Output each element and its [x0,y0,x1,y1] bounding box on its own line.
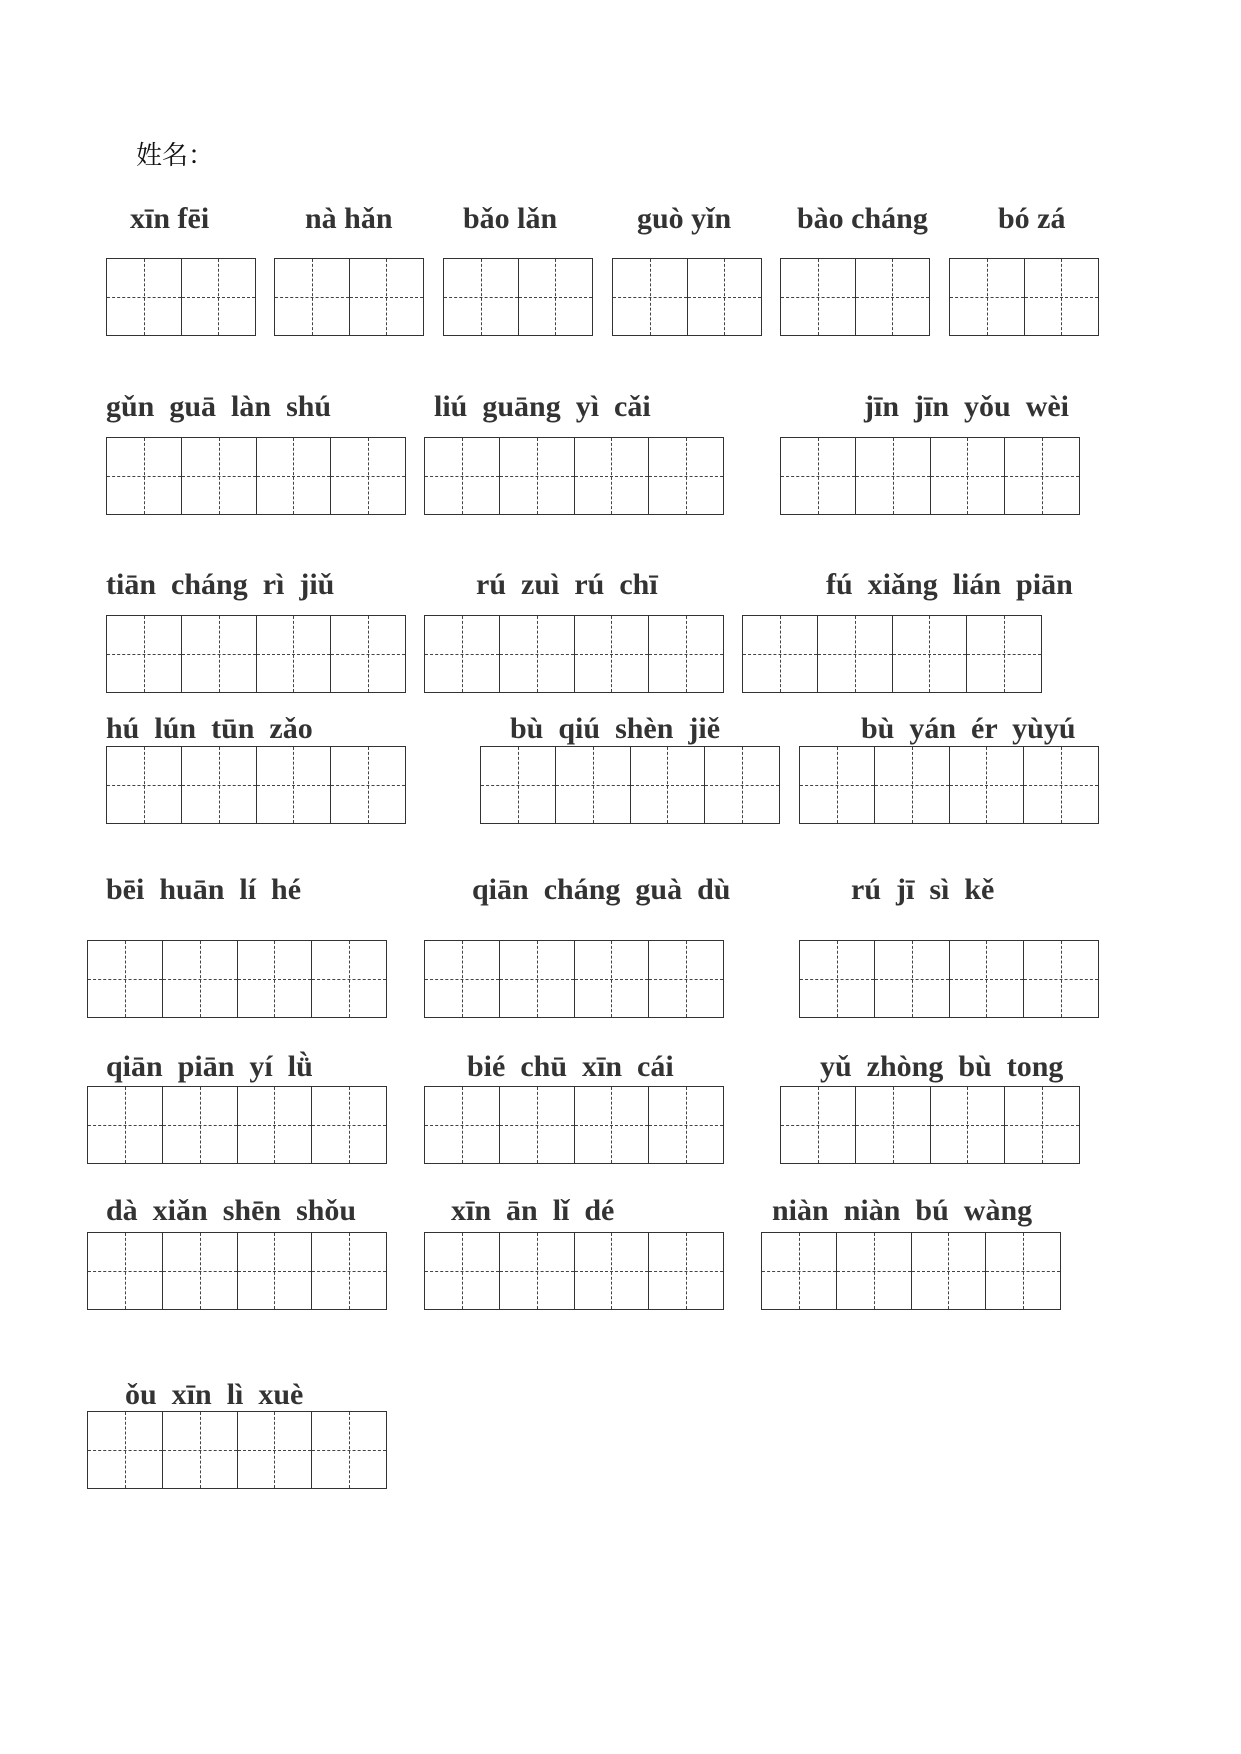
pinyin-label: bǎo lǎn [463,202,558,235]
writing-cell[interactable] [649,1087,723,1163]
writing-cell[interactable] [931,1087,1006,1163]
writing-cell[interactable] [182,438,257,514]
character-grid [761,1232,1061,1310]
writing-cell[interactable] [163,1412,238,1488]
writing-cell[interactable] [575,616,650,692]
writing-cell[interactable] [781,1087,856,1163]
writing-cell[interactable] [88,1087,163,1163]
character-grid [949,258,1099,336]
pinyin-label: bó zá [998,202,1066,235]
writing-cell[interactable] [425,438,500,514]
pinyin-label: qiān piān yí lǜ [106,1050,313,1083]
writing-cell[interactable] [107,747,182,823]
writing-cell[interactable] [1005,1087,1079,1163]
writing-cell[interactable] [425,1233,500,1309]
writing-cell[interactable] [912,1233,987,1309]
writing-cell[interactable] [1025,259,1099,335]
writing-cell[interactable] [875,747,950,823]
character-grid [87,940,387,1018]
writing-cell[interactable] [967,616,1041,692]
pinyin-label: liú guāng yì cǎi [434,390,651,423]
pinyin-label: bié chū xīn cái [467,1050,674,1083]
pinyin-label: jīn jīn yǒu wèi [864,390,1070,423]
writing-cell[interactable] [575,941,650,1017]
writing-cell[interactable] [88,1233,163,1309]
character-grid [424,1086,724,1164]
writing-cell[interactable] [556,747,631,823]
writing-cell[interactable] [575,1087,650,1163]
character-grid [443,258,593,336]
writing-cell[interactable] [800,747,875,823]
character-grid [106,258,256,336]
pinyin-label: xīn ān lǐ dé [451,1194,615,1227]
pinyin-label: xīn fēi [130,202,210,235]
writing-cell[interactable] [649,438,723,514]
pinyin-label: gǔn guā làn shú [106,390,332,423]
writing-cell[interactable] [575,1233,650,1309]
character-grid [780,437,1080,515]
writing-cell[interactable] [856,438,931,514]
writing-cell[interactable] [312,941,386,1017]
writing-cell[interactable] [950,941,1025,1017]
writing-cell[interactable] [425,1087,500,1163]
writing-cell[interactable] [275,259,350,335]
writing-cell[interactable] [182,259,256,335]
writing-cell[interactable] [163,1087,238,1163]
writing-cell[interactable] [1024,941,1098,1017]
character-grid [799,746,1099,824]
character-grid [106,615,406,693]
writing-cell[interactable] [182,616,257,692]
writing-cell[interactable] [88,1412,163,1488]
writing-cell[interactable] [163,941,238,1017]
character-grid [780,258,930,336]
pinyin-label: hú lún tūn zǎo [106,712,313,745]
pinyin-label: bēi huān lí hé [106,873,302,906]
pinyin-label: bào cháng [797,202,928,235]
writing-cell[interactable] [931,438,1006,514]
writing-cell[interactable] [705,747,779,823]
writing-cell[interactable] [500,1233,575,1309]
character-grid [106,746,406,824]
pinyin-label: ǒu xīn lì xuè [125,1378,304,1411]
writing-cell[interactable] [649,1233,723,1309]
writing-cell[interactable] [893,616,968,692]
writing-cell[interactable] [238,1087,313,1163]
writing-cell[interactable] [950,259,1025,335]
writing-cell[interactable] [1005,438,1079,514]
pinyin-label: yǔ zhòng bù tong [820,1050,1064,1083]
writing-cell[interactable] [238,1412,313,1488]
writing-cell[interactable] [950,747,1025,823]
character-grid [742,615,1042,693]
writing-cell[interactable] [182,747,257,823]
writing-cell[interactable] [875,941,950,1017]
writing-cell[interactable] [500,438,575,514]
writing-cell[interactable] [238,1233,313,1309]
writing-cell[interactable] [500,616,575,692]
pinyin-label: bù qiú shèn jiě [510,712,721,745]
writing-cell[interactable] [331,747,405,823]
writing-cell[interactable] [856,259,930,335]
pinyin-label: fú xiǎng lián piān [826,568,1073,601]
writing-cell[interactable] [350,259,424,335]
writing-cell[interactable] [500,1087,575,1163]
writing-cell[interactable] [425,941,500,1017]
pinyin-label: rú jī sì kě [851,873,995,906]
character-grid [612,258,762,336]
pinyin-label: niàn niàn bú wàng [772,1194,1033,1227]
writing-cell[interactable] [837,1233,912,1309]
character-grid [424,1232,724,1310]
writing-cell[interactable] [312,1087,386,1163]
writing-cell[interactable] [519,259,593,335]
character-grid [87,1232,387,1310]
writing-cell[interactable] [107,259,182,335]
character-grid [106,437,406,515]
writing-cell[interactable] [649,616,723,692]
writing-cell[interactable] [238,941,313,1017]
writing-cell[interactable] [688,259,762,335]
writing-cell[interactable] [331,616,405,692]
character-grid [424,615,724,693]
writing-cell[interactable] [481,747,556,823]
character-grid [799,940,1099,1018]
writing-cell[interactable] [107,616,182,692]
writing-cell[interactable] [575,438,650,514]
writing-cell[interactable] [257,616,332,692]
writing-cell[interactable] [1024,747,1098,823]
character-grid [424,940,724,1018]
character-grid [424,437,724,515]
writing-cell[interactable] [257,747,332,823]
writing-cell[interactable] [631,747,706,823]
writing-cell[interactable] [649,941,723,1017]
pinyin-label: nà hǎn [305,202,393,235]
writing-cell[interactable] [88,941,163,1017]
writing-cell[interactable] [613,259,688,335]
character-grid [87,1086,387,1164]
writing-cell[interactable] [425,616,500,692]
writing-cell[interactable] [818,616,893,692]
writing-cell[interactable] [444,259,519,335]
writing-cell[interactable] [500,941,575,1017]
writing-cell[interactable] [312,1412,386,1488]
character-grid [780,1086,1080,1164]
pinyin-label: rú zuì rú chī [476,568,658,601]
writing-cell[interactable] [163,1233,238,1309]
name-label: 姓名： [136,141,215,171]
character-grid [87,1411,387,1489]
pinyin-label: qiān cháng guà dù [472,873,731,906]
writing-cell[interactable] [781,259,856,335]
writing-cell[interactable] [331,438,405,514]
writing-cell[interactable] [107,438,182,514]
writing-cell[interactable] [800,941,875,1017]
pinyin-label: bù yán ér yùyú [861,712,1076,745]
writing-cell[interactable] [986,1233,1060,1309]
character-grid [480,746,780,824]
pinyin-label: tiān cháng rì jiǔ [106,568,335,601]
pinyin-label: guò yǐn [637,202,732,235]
writing-cell[interactable] [856,1087,931,1163]
character-grid [274,258,424,336]
pinyin-label: dà xiǎn shēn shǒu [106,1194,357,1227]
writing-cell[interactable] [257,438,332,514]
writing-cell[interactable] [743,616,818,692]
writing-cell[interactable] [312,1233,386,1309]
writing-cell[interactable] [781,438,856,514]
writing-cell[interactable] [762,1233,837,1309]
